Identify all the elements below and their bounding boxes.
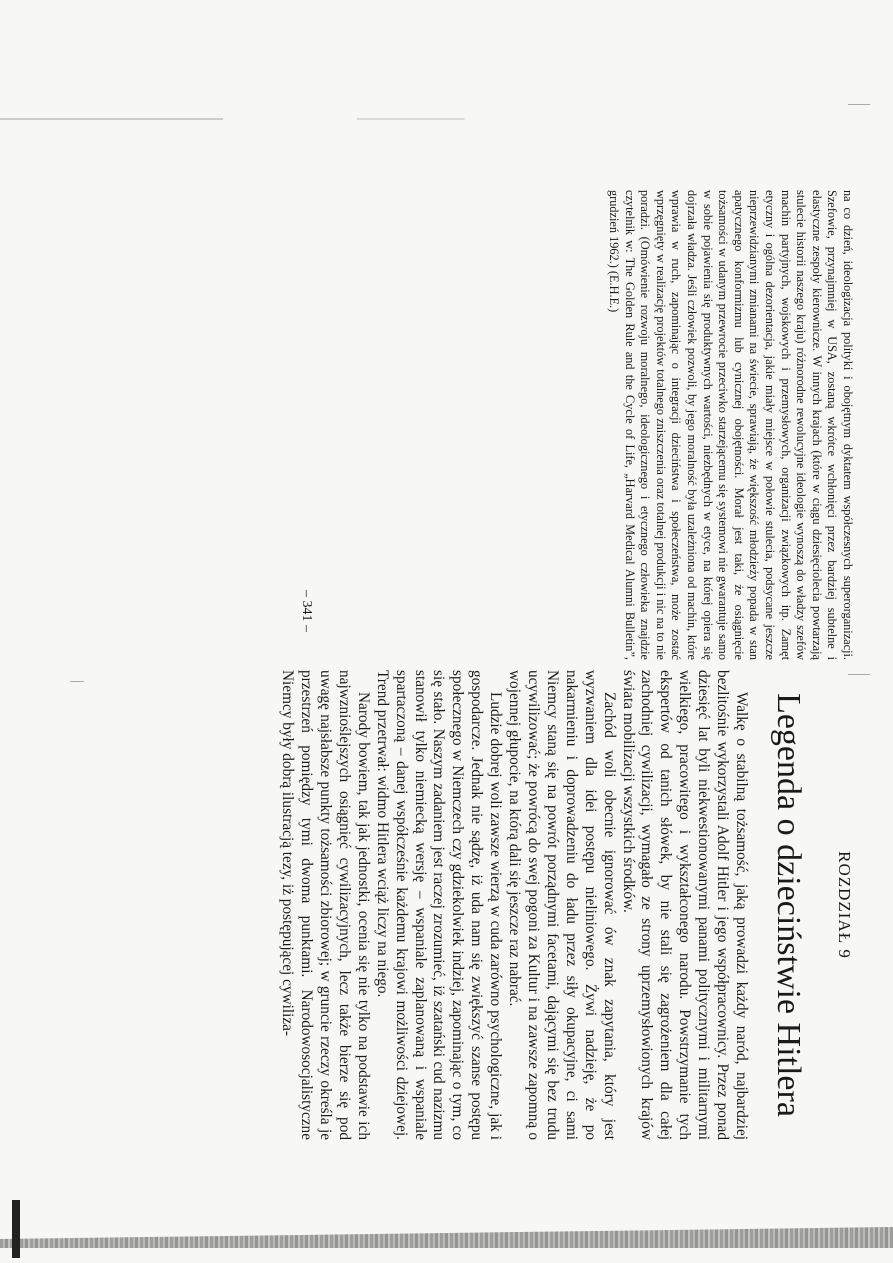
- body-paragraph: Walkę o stabilną tożsamość, jaką prowadzi każdy naród, najbardziej bezlitośnie wykorzystali Adolf Hitler i jego współpracownicy. Przez ponad dziesięć lat byli niekwestionowanymi panami politycznymi i militarnymi wielkiego, pracowitego i wykształconego narodu. Powstrzymanie tych ekspertów od tanich słówek, by nie stali się zagrożeniem dla całej zachodniej cywilizacji, wymagało ze strony uprzemysłowionych krajów świata mobilizacji wszystkich środków.: [619, 670, 750, 1140]
- scan-mark: [70, 681, 84, 682]
- footnote-column: [606, 190, 861, 660]
- chapter-label: ROZDZIAŁ 9: [835, 851, 854, 959]
- body-paragraph: Ludzie dobrej woli zawsze wierzą w cuda zarówno psychologiczne, jak i gospodarcze. Jednak nie sądzę, iż uda nam się zwiększyć szanse postępu społecznego w Niemczech czy gdziekolwiek indziej, zapominając o tym, co się stało. Naszym zadaniem jest raczej zrozumieć, iż szatański cud nazizmu stanowił tylko niemiecką wersję – wspaniale zaplanowaną i wspaniale spartaczoną – danej współcześnie każdemu krajowi możliwości dziejowej. Trend przetrwał: widmo Hitlera wciąż liczy na niego.: [373, 670, 505, 1140]
- scan-edge-top: [0, 118, 893, 120]
- footnote-text: na co dzień, ideologizacja polityki i obojętnym dyktatem współczesnych superorganizacji. Szefowie, przynajmniej w USA, zostaną wkrótce wchłonięci przez bardziej subtelne i elastyczne zespoły kierownicze. W innych krajach (które w ciągu dziesięciolecia powtarzają stulecie historii naszego kraju) różnorodne rewolucyjne ideologie wynoszą do władzy szefów machin partyjnych, wojskowych i przemysłowych, organizacji związkowych itp. Zamęt etyczny i ogólna dezorientacja, jakie miały miejsce w połowie stulecia, podsycane jeszcze nieprzewidzianymi zmianami na świecie, sprawiają, że większość młodzieży popada w stan apatycznego konformizmu lub cynicznej obojętności. Morał jest taki, że osiągnięcie tożsamości w udanym przewrocie przeciwko starzejącemu się systemowi nie gwarantuje samo w sobie pojawienia się produktywnych wartości, niezbędnych w etyce, na której opiera się dojrzała władza. Jeśli człowiek pozwoli, by jego moralność była uzależniona od machin, które wprawia w ruch, zapominając o integracji dzieciństwa i społeczeństwa, może zostać wprzęgnięty w realizację projektów totalnego zniszczenia oraz totalnej produkcji i nic na to nie poradzi. (Omówienie rozwoju moralnego, ideologicznego i etycznego człowieka znajdzie czytelnik w: The Golden Rule and the Cycle of Life, „Harvard Medical Alumni Bulletin”, grudzień 1962.) (E.H.E.): [607, 190, 855, 660]
- chapter-column: [277, 670, 860, 1140]
- scan-corner-mark: [12, 1200, 20, 1258]
- page-number: – 341 –: [299, 590, 314, 632]
- scan-mark: [848, 104, 870, 105]
- body-paragraph: Zachód woli obecnie ignorować ów znak zapytania, który jest wyzwaniem dla idei postępu nieliniowego. Żywi nadzieję, że po nakarmieniu i doprowadzeniu do ładu przez siły okupacyjne, ci sami Niemcy staną się na powrót porządnymi facetami, dającymi się bez trudu ucywilizować; że powrócą do swej pogoni za Kultur i na zawsze zapomną o wojennej głupocie, na którą dali się jeszcze raz nabrać.: [506, 670, 618, 1140]
- rotated-book-page: [230, 150, 860, 1150]
- chapter-title: Legenda o dzieciństwie Hitlera: [770, 693, 807, 1117]
- body-paragraph: Narody bowiem, tak jak jednostki, ocenia się nie tylko na podstawie ich najwznioślejszych osiągnięć cywilizacyjnych, lecz także bierze się pod uwagę najsłabsze punkty tożsamości zbiorowej; w gruncie rzeczy określa je przestrzeń pomiędzy tymi dwoma punktami. Narodowosocjalistyczne Niemcy były dobrą ilustracją tezy, iż postępującej cywiliza-: [279, 670, 372, 1140]
- scan-bottom-edge: [0, 1218, 893, 1248]
